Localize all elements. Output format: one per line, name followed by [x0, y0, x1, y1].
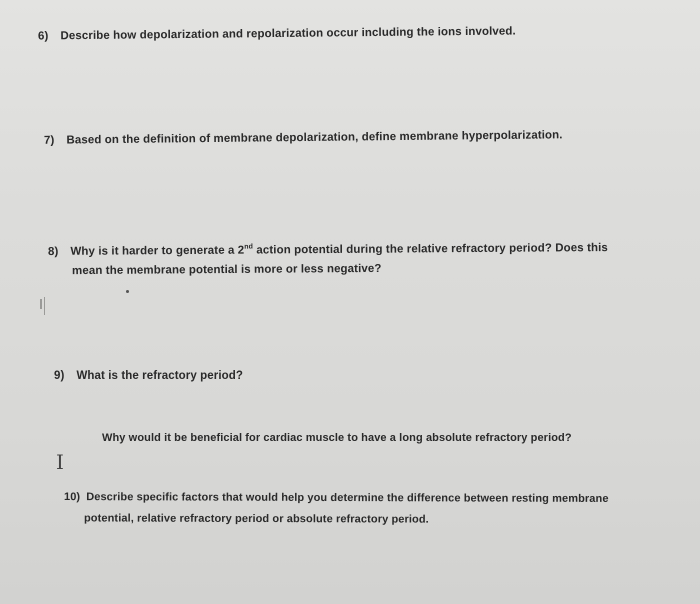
question-6-number: 6)	[37, 30, 49, 43]
question-10	[64, 491, 609, 505]
question-6-text: Describe how depolarization and repolarization occur including the ions involved.	[60, 25, 516, 43]
question-8-text-end: action potential during the relative refractory period? Does this	[253, 242, 608, 257]
question-10-line-2: potential, relative refractory period or absolute refractory period.	[83, 512, 429, 526]
pencil-dot	[126, 290, 129, 293]
question-7-text: Based on the definition of membrane depolarization, define membrane hyperpolarization.	[66, 129, 563, 147]
question-9-followup: Why would it be beneficial for cardiac muscle to have a long absolute refractory period?	[102, 432, 572, 444]
question-7-number: 7)	[43, 134, 55, 147]
question-10-text: Describe specific factors that would help you determine the difference between resting membrane	[86, 491, 609, 505]
question-9-number: 9)	[54, 370, 65, 382]
pencil-mark	[44, 297, 45, 315]
text-cursor-icon: I	[56, 450, 64, 474]
question-8	[48, 241, 608, 258]
question-8-line-2: mean the membrane potential is more or less negative?	[71, 262, 382, 278]
question-10-number: 10)	[63, 491, 81, 504]
pencil-mark	[40, 299, 42, 309]
question-9	[54, 370, 243, 382]
question-8-superscript: nd	[244, 243, 254, 251]
question-7	[44, 129, 563, 146]
question-9-text: What is the refractory period?	[76, 370, 244, 382]
question-8-number: 8)	[47, 245, 59, 258]
question-6	[38, 25, 516, 42]
question-8-text-start: Why is it harder to generate a 2	[70, 244, 245, 258]
